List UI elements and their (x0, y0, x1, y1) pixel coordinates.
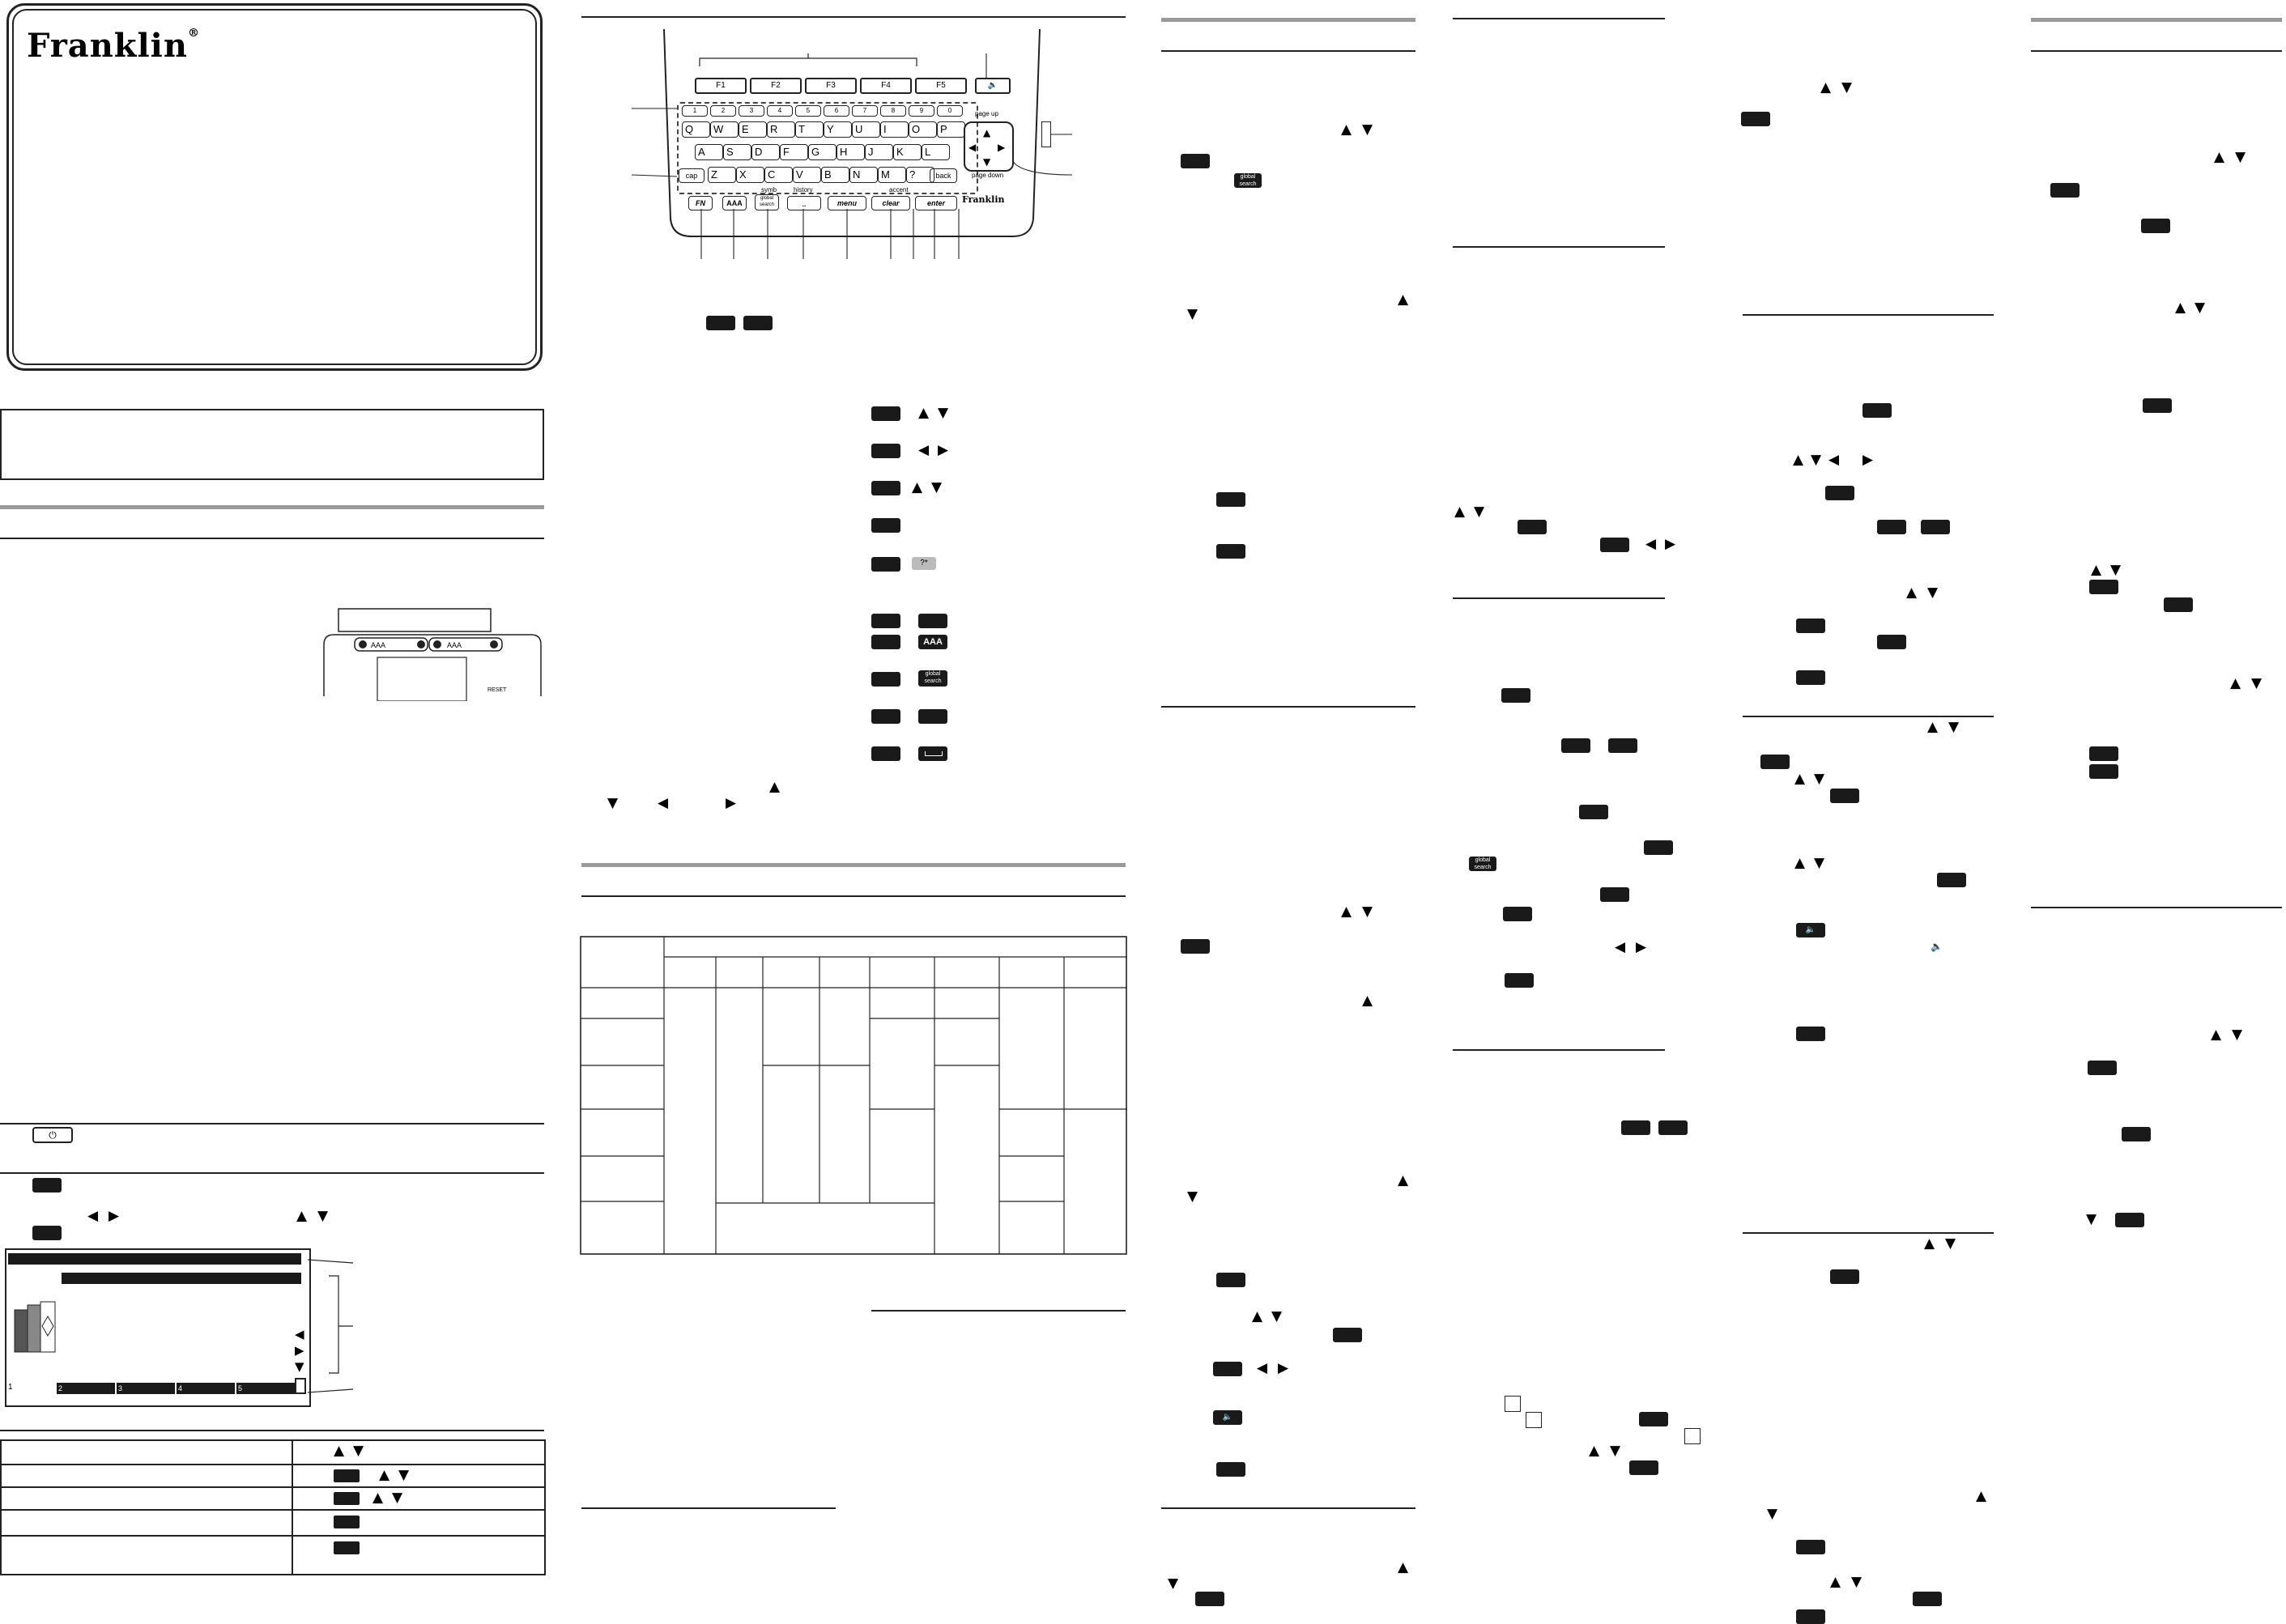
instruction-key (871, 518, 900, 533)
instruction-key (1830, 1269, 1859, 1284)
speaker-keycap: 🔈 (1213, 1410, 1242, 1425)
font-size-keycap: AAA (918, 635, 947, 649)
section-rule (1453, 1049, 1665, 1051)
function-key-f4[interactable]: F4 (860, 78, 912, 94)
instruction-key (2089, 746, 2118, 761)
up-arrow-icon: ▲ (1341, 121, 1352, 138)
instruction-key (871, 481, 900, 495)
left-arrow-icon: ◀ (658, 795, 669, 811)
instruction-key (1561, 738, 1590, 753)
instruction-key (1505, 973, 1534, 988)
letter-key[interactable]: G (808, 144, 836, 160)
instruction-key (2143, 398, 2172, 413)
instruction-key (32, 1178, 62, 1192)
left-arrow-icon: ◀ (1828, 452, 1840, 468)
left-arrow-icon: ◀ (968, 142, 977, 153)
section-rule (581, 16, 1126, 18)
down-arrow-icon: ▼ (2110, 562, 2122, 578)
instruction-key (871, 746, 900, 761)
up-arrow-icon: ▲ (2230, 675, 2241, 691)
down-arrow-icon: ▼ (1945, 1235, 1956, 1252)
instruction-key (2122, 1127, 2151, 1141)
instruction-key (1216, 1462, 1245, 1477)
power-key-icon: ⏻ (32, 1127, 73, 1143)
instruction-key (1600, 887, 1629, 902)
down-arrow-icon: ▼ (1814, 855, 1825, 871)
cap-key[interactable]: cap (679, 168, 705, 183)
speaker-icon: 🔈 (1931, 941, 1943, 952)
instruction-key (918, 709, 947, 724)
screen-tab: 2 (57, 1383, 115, 1394)
accent-label: accent (889, 186, 909, 193)
down-arrow-icon: ▼ (2251, 675, 2263, 691)
letter-key[interactable]: S (723, 144, 751, 160)
right-arrow-icon: ▶ (726, 795, 737, 811)
left-arrow-icon: ◀ (87, 1208, 99, 1224)
instruction-key (1830, 789, 1859, 803)
clear-key[interactable]: clear (871, 196, 910, 210)
section-rule (1743, 716, 1994, 717)
instruction-key (1921, 520, 1950, 534)
instruction-key (1501, 688, 1530, 703)
number-key[interactable]: 3 (739, 105, 764, 117)
down-arrow-icon: ▼ (1927, 585, 1939, 601)
down-arrow-icon: ▼ (931, 479, 943, 495)
down-arrow-icon: ▼ (353, 1443, 364, 1459)
up-arrow-icon: ▲ (912, 479, 923, 495)
letter-key[interactable]: U (852, 121, 880, 138)
screen-tab: 5 (236, 1383, 295, 1394)
instruction-key (1877, 520, 1906, 534)
instruction-key (918, 614, 947, 628)
back-key[interactable]: back (930, 168, 957, 183)
down-arrow-icon: ▼ (1814, 771, 1825, 787)
screen-tab: 3 (117, 1383, 175, 1394)
down-arrow-icon: ▼ (607, 795, 619, 811)
instruction-key (1579, 805, 1608, 819)
left-arrow-icon: ◀ (1257, 1360, 1268, 1376)
instruction-key (1216, 492, 1245, 507)
instruction-key (2088, 1061, 2117, 1075)
checkbox-icon (1684, 1428, 1701, 1444)
down-arrow-icon: ▼ (1948, 719, 1960, 735)
up-arrow-icon: ▲ (1362, 993, 1373, 1009)
instruction-key (1658, 1120, 1688, 1135)
screen-right-arrow-icon: ▶ (295, 1343, 304, 1358)
instruction-key (1608, 738, 1637, 753)
screen-title-bar (8, 1253, 301, 1265)
instruction-key (1796, 1540, 1825, 1554)
section-rule (1161, 706, 1415, 708)
number-key[interactable]: 6 (824, 105, 849, 117)
menu-key[interactable]: menu (828, 196, 866, 210)
screen-down-arrow-icon: ▼ (295, 1359, 304, 1374)
letter-key[interactable]: D (751, 144, 780, 160)
screen-left-arrow-icon: ◀ (295, 1327, 304, 1341)
space-key[interactable]: ⎵ (787, 196, 821, 210)
battery-indicator-icon (295, 1378, 306, 1394)
instruction-key (871, 557, 900, 572)
instruction-key (1216, 544, 1245, 559)
instruction-key (334, 1469, 360, 1482)
instruction-key (871, 635, 900, 649)
section-rule (0, 1430, 544, 1431)
down-arrow-icon: ▼ (1271, 1308, 1283, 1324)
letter-key[interactable]: P (937, 121, 965, 138)
instruction-key (32, 1226, 62, 1240)
number-key[interactable]: 2 (710, 105, 736, 117)
enter-key[interactable]: enter (915, 196, 957, 210)
global-search-keycap: global search (1234, 173, 1262, 188)
section-rule (1161, 50, 1415, 52)
right-arrow-icon: ▶ (998, 142, 1006, 153)
function-key-f5[interactable]: F5 (915, 78, 967, 94)
section-rule (581, 895, 1126, 897)
letter-key[interactable]: M (878, 167, 906, 183)
instruction-key (871, 672, 900, 687)
section-rule (0, 1123, 544, 1124)
up-arrow-icon: ▲ (1924, 1235, 1935, 1252)
number-key[interactable]: 5 (795, 105, 821, 117)
instruction-key (1862, 403, 1892, 418)
section-rule (0, 505, 544, 509)
instruction-key (1333, 1328, 1362, 1342)
up-arrow-icon: ▲ (918, 405, 930, 421)
fn-key[interactable]: FN (688, 196, 713, 210)
section-rule (1453, 18, 1665, 19)
instruction-key (1937, 873, 1966, 887)
right-arrow-icon: ▶ (1665, 536, 1676, 552)
instruction-key (871, 614, 900, 628)
left-arrow-icon: ◀ (1615, 939, 1626, 955)
section-rule (2031, 50, 2282, 52)
screen-callout-lines (308, 1253, 356, 1399)
instruction-key (1796, 1609, 1825, 1624)
number-key[interactable]: 1 (682, 105, 708, 117)
notice-box (0, 409, 544, 480)
instruction-key (1629, 1460, 1658, 1475)
instruction-key (334, 1516, 360, 1528)
screen-header-bar (62, 1273, 301, 1284)
cover-brand-logo: Franklin® (27, 27, 200, 65)
down-arrow-icon: ▼ (2232, 1027, 2243, 1043)
help-key[interactable]: ? (906, 167, 934, 183)
down-arrow-icon: ▼ (1187, 306, 1198, 322)
section-rule (1743, 314, 1994, 316)
section-rule (2031, 907, 2282, 908)
instruction-key (2050, 183, 2080, 198)
letter-key[interactable]: C (764, 167, 793, 183)
section-rule (2031, 18, 2282, 22)
down-arrow-icon: ▼ (1610, 1443, 1621, 1459)
letter-key[interactable]: O (909, 121, 937, 138)
right-arrow-icon: ▶ (109, 1208, 120, 1224)
letter-key[interactable]: W (710, 121, 739, 138)
letter-key[interactable]: H (836, 144, 865, 160)
checkbox-icon (1505, 1396, 1521, 1412)
speaker-key[interactable]: 🔈 (975, 78, 1011, 94)
down-arrow-icon: ▼ (1767, 1506, 1778, 1522)
right-arrow-icon: ▶ (1862, 452, 1874, 468)
instruction-key (2164, 597, 2193, 612)
instruction-key (1213, 1362, 1242, 1376)
section-rule (581, 1507, 836, 1509)
right-arrow-icon: ▶ (1278, 1360, 1289, 1376)
number-key[interactable]: 8 (880, 105, 906, 117)
cover-panel (6, 3, 543, 371)
letter-key[interactable]: B (821, 167, 849, 183)
instruction-key (334, 1492, 360, 1505)
letter-key[interactable]: Y (824, 121, 852, 138)
space-keycap (918, 746, 947, 761)
battery-label-b: AAA (447, 641, 462, 649)
right-arrow-icon: ▶ (1636, 939, 1647, 955)
section-rule (1161, 1507, 1415, 1509)
key-summary-table (0, 1439, 546, 1575)
down-arrow-icon: ▼ (398, 1467, 410, 1483)
up-arrow-icon: ▲ (296, 1208, 308, 1224)
instruction-key (1825, 486, 1854, 500)
down-arrow-icon: ▼ (1168, 1575, 1179, 1592)
letter-key[interactable]: A (695, 144, 723, 160)
letter-key[interactable]: V (793, 167, 821, 183)
instruction-key (1796, 1027, 1825, 1041)
instruction-key (1503, 907, 1532, 921)
down-arrow-icon: ▼ (983, 156, 991, 168)
up-arrow-icon: ▲ (1820, 79, 1832, 96)
down-arrow-icon: ▼ (938, 405, 949, 421)
letter-key[interactable]: K (893, 144, 922, 160)
function-key-f3[interactable]: F3 (805, 78, 857, 94)
section-rule (0, 538, 544, 539)
section-rule (0, 1172, 544, 1174)
letter-key[interactable]: L (922, 144, 950, 160)
down-arrow-icon: ▼ (1474, 504, 1485, 520)
down-arrow-icon: ▼ (1362, 903, 1373, 920)
instruction-key (871, 709, 900, 724)
instruction-key (1760, 755, 1790, 769)
down-arrow-icon: ▼ (392, 1490, 403, 1506)
function-key-f2[interactable]: F2 (750, 78, 802, 94)
global-search-keycap: global search (1469, 857, 1496, 871)
instruction-key (743, 316, 773, 330)
letter-key[interactable]: Q (682, 121, 710, 138)
up-arrow-icon: ▲ (1906, 585, 1918, 601)
down-arrow-icon: ▼ (2235, 149, 2246, 165)
letter-key[interactable]: N (849, 167, 878, 183)
up-arrow-icon: ▲ (2211, 1027, 2222, 1043)
history-label: history (794, 186, 813, 193)
down-arrow-icon: ▼ (1841, 79, 1853, 96)
screen-tab: 4 (177, 1383, 235, 1394)
down-arrow-icon: ▼ (1362, 121, 1373, 138)
up-arrow-icon: ▲ (379, 1467, 390, 1483)
left-arrow-icon: ◀ (918, 442, 930, 458)
up-arrow-icon: ▲ (983, 127, 991, 138)
letter-key[interactable]: J (865, 144, 893, 160)
number-key[interactable]: 7 (852, 105, 878, 117)
instruction-key (1877, 635, 1906, 649)
up-arrow-icon: ▲ (1794, 855, 1806, 871)
up-arrow-icon: ▲ (2091, 562, 2102, 578)
down-arrow-icon: ▼ (1851, 1574, 1862, 1590)
up-arrow-icon: ▲ (334, 1443, 345, 1459)
global-search-keycap: global search (918, 670, 947, 687)
letter-key[interactable]: E (739, 121, 767, 138)
letter-key[interactable]: T (795, 121, 824, 138)
screen-page-number: 1 (8, 1383, 13, 1392)
up-arrow-icon: ▲ (769, 779, 781, 795)
up-arrow-icon: ▲ (2175, 300, 2186, 316)
speaker-keycap: 🔈 (1796, 923, 1825, 937)
instruction-key (706, 316, 735, 330)
instruction-key (1913, 1592, 1942, 1606)
instruction-key (1195, 1592, 1224, 1606)
checkbox-icon (1526, 1412, 1542, 1428)
instruction-key (1216, 1273, 1245, 1287)
up-arrow-icon: ▲ (1589, 1443, 1600, 1459)
instruction-key (2115, 1213, 2144, 1227)
up-arrow-icon: ▲ (1398, 291, 1409, 308)
letter-key[interactable]: F (780, 144, 808, 160)
up-arrow-icon: ▲ (1341, 903, 1352, 920)
instruction-key (2089, 580, 2118, 594)
letter-key[interactable]: R (767, 121, 795, 138)
up-arrow-icon: ▲ (1398, 1172, 1409, 1188)
section-rule (1453, 246, 1665, 248)
section-rule (1743, 1232, 1994, 1234)
function-key-f1[interactable]: F1 (695, 78, 747, 94)
instruction-key (1639, 1412, 1668, 1426)
letter-key[interactable]: I (880, 121, 909, 138)
up-arrow-icon: ▲ (1252, 1308, 1263, 1324)
battery-compartment-illustration (321, 606, 547, 701)
screen-illustration (5, 1248, 311, 1407)
help-keycap: ?* (912, 557, 936, 570)
battery-label-a: AAA (371, 641, 386, 649)
font-size-key[interactable]: AAA (722, 196, 747, 210)
up-arrow-icon: ▲ (1830, 1574, 1841, 1590)
instruction-key (334, 1541, 360, 1554)
left-arrow-icon: ◀ (1645, 536, 1657, 552)
down-arrow-icon: ▼ (2086, 1211, 2097, 1227)
instruction-key (1741, 112, 1770, 126)
number-key[interactable]: 0 (937, 105, 963, 117)
down-arrow-icon: ▼ (1811, 452, 1822, 468)
instruction-key (1181, 154, 1210, 168)
global-search-key[interactable]: global search (755, 194, 779, 210)
up-arrow-icon: ▲ (1794, 771, 1806, 787)
compatibility-table (580, 936, 1129, 1256)
down-arrow-icon: ▼ (317, 1208, 329, 1224)
page-up-label: page up (975, 110, 998, 117)
section-rule (581, 863, 1126, 867)
up-arrow-icon: ▲ (1976, 1488, 1987, 1504)
letter-key[interactable]: Z (708, 167, 736, 183)
right-arrow-icon: ▶ (938, 442, 949, 458)
section-rule (1453, 597, 1665, 599)
device-brand-logo: Franklin (962, 194, 1005, 205)
number-key[interactable]: 9 (909, 105, 934, 117)
instruction-key (1600, 538, 1629, 552)
up-arrow-icon: ▲ (1454, 504, 1466, 520)
instruction-key (2089, 764, 2118, 779)
instruction-key (2141, 219, 2170, 233)
section-rule (1161, 18, 1415, 22)
symb-label: symb (761, 186, 777, 193)
up-arrow-icon: ▲ (372, 1490, 384, 1506)
instruction-key (1518, 520, 1547, 534)
reset-label: RESET (487, 687, 507, 693)
instruction-key (1796, 619, 1825, 633)
number-key[interactable]: 4 (767, 105, 793, 117)
instruction-key (1621, 1120, 1650, 1135)
device-callout-lines (624, 24, 1093, 267)
instruction-key (871, 406, 900, 421)
up-arrow-icon: ▲ (1793, 452, 1804, 468)
section-rule (871, 1310, 1126, 1312)
up-arrow-icon: ▲ (2214, 149, 2225, 165)
instruction-key (1181, 939, 1210, 954)
down-arrow-icon: ▼ (1187, 1188, 1198, 1205)
page-down-label: page down (972, 172, 1004, 179)
down-arrow-icon: ▼ (2194, 300, 2206, 316)
instruction-key (1796, 670, 1825, 685)
book-stack-icon (13, 1297, 58, 1354)
instruction-key (1644, 840, 1673, 855)
letter-key[interactable]: X (736, 167, 764, 183)
up-arrow-icon: ▲ (1927, 719, 1939, 735)
instruction-key (871, 444, 900, 458)
up-arrow-icon: ▲ (1398, 1559, 1409, 1575)
